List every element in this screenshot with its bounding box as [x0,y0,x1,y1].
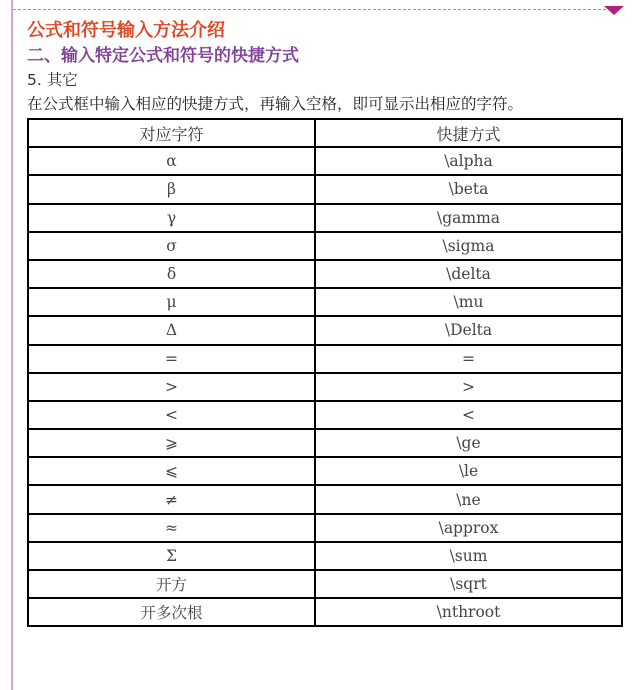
table-row [28,401,622,429]
section-heading: 5. 其它 [27,71,78,89]
symbol-cell: Σ [28,542,315,570]
symbol-cell: μ [28,288,315,316]
table-row [28,147,622,175]
shortcut-cell: \gamma [315,204,622,232]
symbol-cell: γ [28,204,315,232]
symbol-cell: ⩾ [28,429,315,457]
table-row [28,542,622,570]
table-row [28,457,622,485]
symbol-cell: ≈ [28,514,315,542]
shortcut-cell: \ne [315,485,622,513]
top-dashed-rule [13,9,611,10]
table-row [28,260,622,288]
symbol-cell: α [28,147,315,175]
symbol-cell: σ [28,232,315,260]
shortcut-cell: \approx [315,514,622,542]
shortcut-cell: \sqrt [315,570,622,598]
shortcut-cell: \mu [315,288,622,316]
table-row [28,429,622,457]
header-character: 对应字符 [28,119,315,147]
table-row [28,598,622,626]
symbol-cell: β [28,175,315,203]
table-row [28,514,622,542]
table-row [28,345,622,373]
table-row [28,288,622,316]
table-body [28,147,622,626]
shortcut-cell: \le [315,457,622,485]
table-row [28,570,622,598]
shortcut-cell: = [315,345,622,373]
description-text: 在公式框中输入相应的快捷方式，再输入空格，即可显示出相应的字符。 [27,95,524,113]
table-row [28,316,622,344]
symbol-cell: Δ [28,316,315,344]
shortcut-cell: \beta [315,175,622,203]
symbol-cell: > [28,373,315,401]
symbol-cell: ≠ [28,485,315,513]
symbol-cell: 开多次根 [28,598,315,626]
page-subtitle: 二、输入特定公式和符号的快捷方式 [27,46,299,66]
table-row [28,204,622,232]
symbol-cell: < [28,401,315,429]
corner-flag-icon [604,6,624,15]
symbol-cell: δ [28,260,315,288]
table-row [28,373,622,401]
header-shortcut: 快捷方式 [315,119,622,147]
table-row [28,175,622,203]
shortcut-cell: \nthroot [315,598,622,626]
table-row [28,232,622,260]
shortcut-cell: \sigma [315,232,622,260]
shortcut-cell: > [315,373,622,401]
symbol-cell: = [28,345,315,373]
shortcut-cell: < [315,401,622,429]
table-row [28,485,622,513]
table-header-row [28,119,622,147]
shortcut-table [27,118,623,627]
shortcut-cell: \alpha [315,147,622,175]
symbol-cell: 开方 [28,570,315,598]
symbol-cell: ⩽ [28,457,315,485]
shortcut-cell: \ge [315,429,622,457]
shortcut-cell: \Delta [315,316,622,344]
page-title: 公式和符号输入方法介绍 [27,20,225,41]
shortcut-cell: \delta [315,260,622,288]
page-left-rule [11,0,13,690]
shortcut-cell: \sum [315,542,622,570]
